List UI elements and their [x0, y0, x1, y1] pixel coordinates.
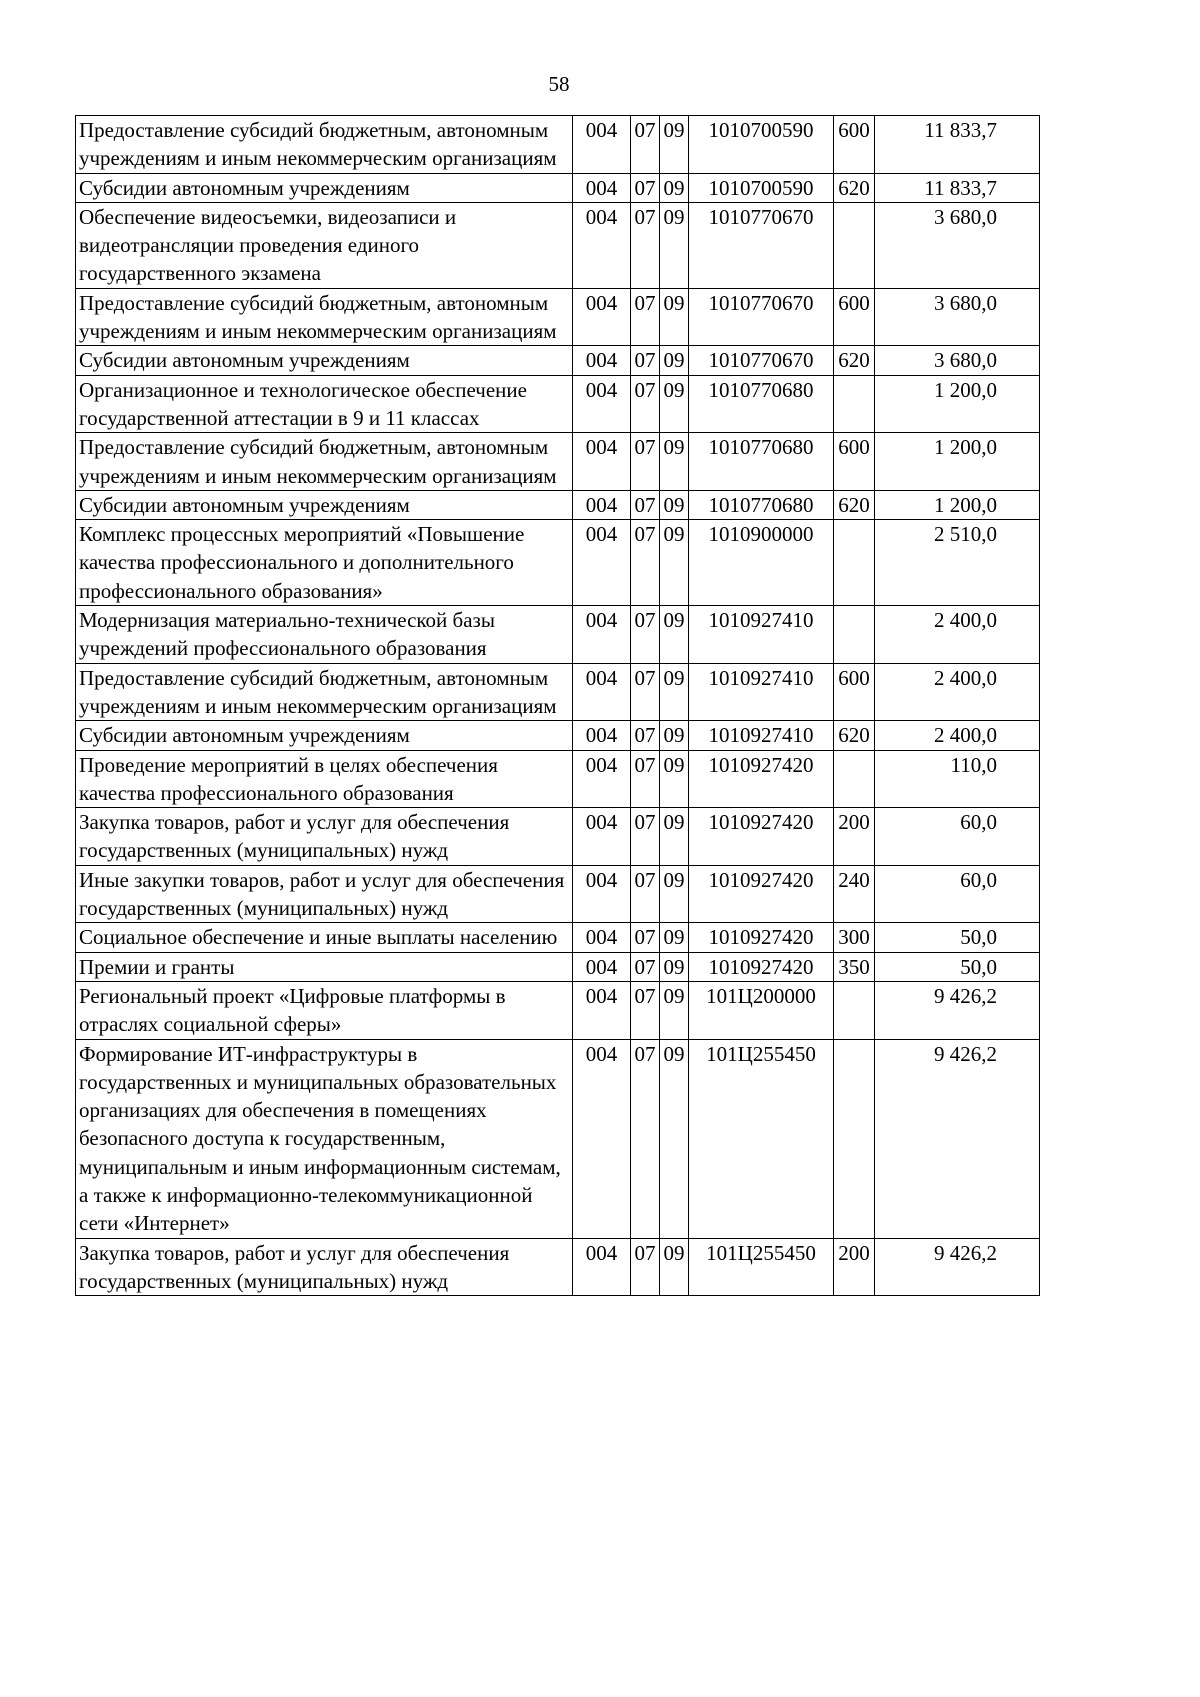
subsection-code-cell: 09	[660, 721, 689, 750]
ministry-code-cell: 004	[573, 288, 631, 346]
target-article-cell: 1010927420	[689, 750, 834, 808]
section-code-cell: 07	[631, 606, 660, 664]
subsection-code-cell: 09	[660, 346, 689, 375]
target-article-cell: 1010770680	[689, 490, 834, 519]
amount-cell: 1 200,0	[875, 375, 1040, 433]
section-code-cell: 07	[631, 1039, 660, 1238]
amount-cell: 50,0	[875, 952, 1040, 981]
expense-type-cell	[834, 520, 875, 606]
expense-type-cell: 600	[834, 116, 875, 174]
table-row	[76, 520, 1040, 606]
amount-cell: 2 400,0	[875, 721, 1040, 750]
amount-cell: 9 426,2	[875, 1238, 1040, 1296]
target-article-cell: 1010770670	[689, 288, 834, 346]
amount-cell: 11 833,7	[875, 173, 1040, 202]
amount-cell: 11 833,7	[875, 116, 1040, 174]
ministry-code-cell: 004	[573, 202, 631, 288]
row-name-cell: Субсидии автономным учреждениям	[76, 721, 573, 750]
expense-type-cell	[834, 606, 875, 664]
subsection-code-cell: 09	[660, 606, 689, 664]
table-row	[76, 433, 1040, 491]
target-article-cell: 1010770670	[689, 202, 834, 288]
table-row	[76, 202, 1040, 288]
table-row	[76, 865, 1040, 923]
table-row	[76, 346, 1040, 375]
row-name-cell: Предоставление субсидий бюджетным, автономным учреждениям и иным некоммерческим организациям	[76, 288, 573, 346]
target-article-cell: 101Ц255450	[689, 1039, 834, 1238]
table-row	[76, 1238, 1040, 1296]
table-row	[76, 923, 1040, 952]
ministry-code-cell: 004	[573, 952, 631, 981]
table-row	[76, 173, 1040, 202]
section-code-cell: 07	[631, 1238, 660, 1296]
expense-type-cell: 620	[834, 490, 875, 519]
amount-cell: 2 510,0	[875, 520, 1040, 606]
amount-cell: 9 426,2	[875, 1039, 1040, 1238]
ministry-code-cell: 004	[573, 173, 631, 202]
row-name-cell: Предоставление субсидий бюджетным, автономным учреждениям и иным некоммерческим организациям	[76, 663, 573, 721]
subsection-code-cell: 09	[660, 433, 689, 491]
amount-cell: 1 200,0	[875, 433, 1040, 491]
subsection-code-cell: 09	[660, 750, 689, 808]
section-code-cell: 07	[631, 202, 660, 288]
section-code-cell: 07	[631, 173, 660, 202]
subsection-code-cell: 09	[660, 520, 689, 606]
row-name-cell: Предоставление субсидий бюджетным, автономным учреждениям и иным некоммерческим организациям	[76, 433, 573, 491]
page-number: 58	[548, 72, 570, 96]
ministry-code-cell: 004	[573, 923, 631, 952]
expense-type-cell: 600	[834, 433, 875, 491]
subsection-code-cell: 09	[660, 923, 689, 952]
section-code-cell: 07	[631, 375, 660, 433]
ministry-code-cell: 004	[573, 490, 631, 519]
table-row	[76, 1039, 1040, 1238]
ministry-code-cell: 004	[573, 808, 631, 866]
ministry-code-cell: 004	[573, 433, 631, 491]
target-article-cell: 1010927420	[689, 865, 834, 923]
ministry-code-cell: 004	[573, 1238, 631, 1296]
target-article-cell: 1010927410	[689, 663, 834, 721]
subsection-code-cell: 09	[660, 173, 689, 202]
section-code-cell: 07	[631, 346, 660, 375]
target-article-cell: 1010700590	[689, 173, 834, 202]
target-article-cell: 1010927420	[689, 952, 834, 981]
expense-type-cell: 620	[834, 721, 875, 750]
section-code-cell: 07	[631, 288, 660, 346]
section-code-cell: 07	[631, 808, 660, 866]
expense-type-cell: 240	[834, 865, 875, 923]
expense-type-cell: 200	[834, 808, 875, 866]
subsection-code-cell: 09	[660, 663, 689, 721]
ministry-code-cell: 004	[573, 375, 631, 433]
ministry-code-cell: 004	[573, 750, 631, 808]
expense-type-cell: 600	[834, 663, 875, 721]
row-name-cell: Обеспечение видеосъемки, видеозаписи и видеотрансляции проведения единого государственного экзамена	[76, 202, 573, 288]
subsection-code-cell: 09	[660, 865, 689, 923]
expense-type-cell: 350	[834, 952, 875, 981]
row-name-cell: Организационное и технологическое обеспечение государственной аттестации в 9 и 11 классах	[76, 375, 573, 433]
target-article-cell: 1010900000	[689, 520, 834, 606]
section-code-cell: 07	[631, 952, 660, 981]
row-name-cell: Закупка товаров, работ и услуг для обеспечения государственных (муниципальных) нужд	[76, 1238, 573, 1296]
table-row	[76, 288, 1040, 346]
subsection-code-cell: 09	[660, 981, 689, 1039]
row-name-cell: Проведение мероприятий в целях обеспечения качества профессионального образования	[76, 750, 573, 808]
target-article-cell: 1010700590	[689, 116, 834, 174]
target-article-cell: 1010927420	[689, 808, 834, 866]
ministry-code-cell: 004	[573, 606, 631, 664]
row-name-cell: Предоставление субсидий бюджетным, автономным учреждениям и иным некоммерческим организациям	[76, 116, 573, 174]
table-row	[76, 952, 1040, 981]
amount-cell: 60,0	[875, 808, 1040, 866]
ministry-code-cell: 004	[573, 981, 631, 1039]
expense-type-cell: 200	[834, 1238, 875, 1296]
section-code-cell: 07	[631, 663, 660, 721]
expense-type-cell	[834, 750, 875, 808]
section-code-cell: 07	[631, 865, 660, 923]
expense-type-cell: 620	[834, 173, 875, 202]
table-row	[76, 721, 1040, 750]
row-name-cell: Социальное обеспечение и иные выплаты населению	[76, 923, 573, 952]
amount-cell: 110,0	[875, 750, 1040, 808]
section-code-cell: 07	[631, 490, 660, 519]
row-name-cell: Субсидии автономным учреждениям	[76, 490, 573, 519]
table-row	[76, 750, 1040, 808]
row-name-cell: Иные закупки товаров, работ и услуг для обеспечения государственных (муниципальных) нужд	[76, 865, 573, 923]
subsection-code-cell: 09	[660, 1238, 689, 1296]
target-article-cell: 1010927410	[689, 721, 834, 750]
amount-cell: 1 200,0	[875, 490, 1040, 519]
target-article-cell: 101Ц200000	[689, 981, 834, 1039]
section-code-cell: 07	[631, 750, 660, 808]
ministry-code-cell: 004	[573, 865, 631, 923]
ministry-code-cell: 004	[573, 520, 631, 606]
row-name-cell: Комплекс процессных мероприятий «Повышение качества профессионального и дополнительного профессионального образования»	[76, 520, 573, 606]
row-name-cell: Модернизация материально-технической базы учреждений профессионального образования	[76, 606, 573, 664]
subsection-code-cell: 09	[660, 116, 689, 174]
target-article-cell: 1010770680	[689, 375, 834, 433]
table-row	[76, 606, 1040, 664]
expense-type-cell	[834, 981, 875, 1039]
ministry-code-cell: 004	[573, 116, 631, 174]
section-code-cell: 07	[631, 433, 660, 491]
expense-type-cell	[834, 202, 875, 288]
subsection-code-cell: 09	[660, 375, 689, 433]
amount-cell: 50,0	[875, 923, 1040, 952]
amount-cell: 2 400,0	[875, 663, 1040, 721]
section-code-cell: 07	[631, 923, 660, 952]
target-article-cell: 101Ц255450	[689, 1238, 834, 1296]
ministry-code-cell: 004	[573, 346, 631, 375]
table-row	[76, 375, 1040, 433]
budget-table	[75, 115, 1040, 1296]
subsection-code-cell: 09	[660, 202, 689, 288]
target-article-cell: 1010927410	[689, 606, 834, 664]
target-article-cell: 1010927420	[689, 923, 834, 952]
section-code-cell: 07	[631, 721, 660, 750]
expense-type-cell	[834, 375, 875, 433]
subsection-code-cell: 09	[660, 808, 689, 866]
budget-table-body	[76, 116, 1040, 1296]
row-name-cell: Премии и гранты	[76, 952, 573, 981]
row-name-cell: Региональный проект «Цифровые платформы в отраслях социальной сферы»	[76, 981, 573, 1039]
subsection-code-cell: 09	[660, 288, 689, 346]
table-row	[76, 663, 1040, 721]
ministry-code-cell: 004	[573, 1039, 631, 1238]
expense-type-cell: 300	[834, 923, 875, 952]
subsection-code-cell: 09	[660, 490, 689, 519]
amount-cell: 3 680,0	[875, 346, 1040, 375]
amount-cell: 9 426,2	[875, 981, 1040, 1039]
amount-cell: 60,0	[875, 865, 1040, 923]
row-name-cell: Субсидии автономным учреждениям	[76, 346, 573, 375]
ministry-code-cell: 004	[573, 663, 631, 721]
expense-type-cell	[834, 1039, 875, 1238]
target-article-cell: 1010770670	[689, 346, 834, 375]
expense-type-cell: 620	[834, 346, 875, 375]
subsection-code-cell: 09	[660, 952, 689, 981]
subsection-code-cell: 09	[660, 1039, 689, 1238]
row-name-cell: Формирование ИТ-инфраструктуры в государственных и муниципальных образовательных организациях для обеспечения в помещениях безопасного доступа к государственным, муниципальным и иным информационным системам, а также к информационно-телекоммуникационной сети «Интернет»	[76, 1039, 573, 1238]
amount-cell: 3 680,0	[875, 288, 1040, 346]
ministry-code-cell: 004	[573, 721, 631, 750]
target-article-cell: 1010770680	[689, 433, 834, 491]
section-code-cell: 07	[631, 520, 660, 606]
amount-cell: 3 680,0	[875, 202, 1040, 288]
row-name-cell: Закупка товаров, работ и услуг для обеспечения государственных (муниципальных) нужд	[76, 808, 573, 866]
amount-cell: 2 400,0	[875, 606, 1040, 664]
table-row	[76, 981, 1040, 1039]
table-row	[76, 490, 1040, 519]
section-code-cell: 07	[631, 981, 660, 1039]
row-name-cell: Субсидии автономным учреждениям	[76, 173, 573, 202]
expense-type-cell: 600	[834, 288, 875, 346]
section-code-cell: 07	[631, 116, 660, 174]
table-row	[76, 116, 1040, 174]
table-row	[76, 808, 1040, 866]
